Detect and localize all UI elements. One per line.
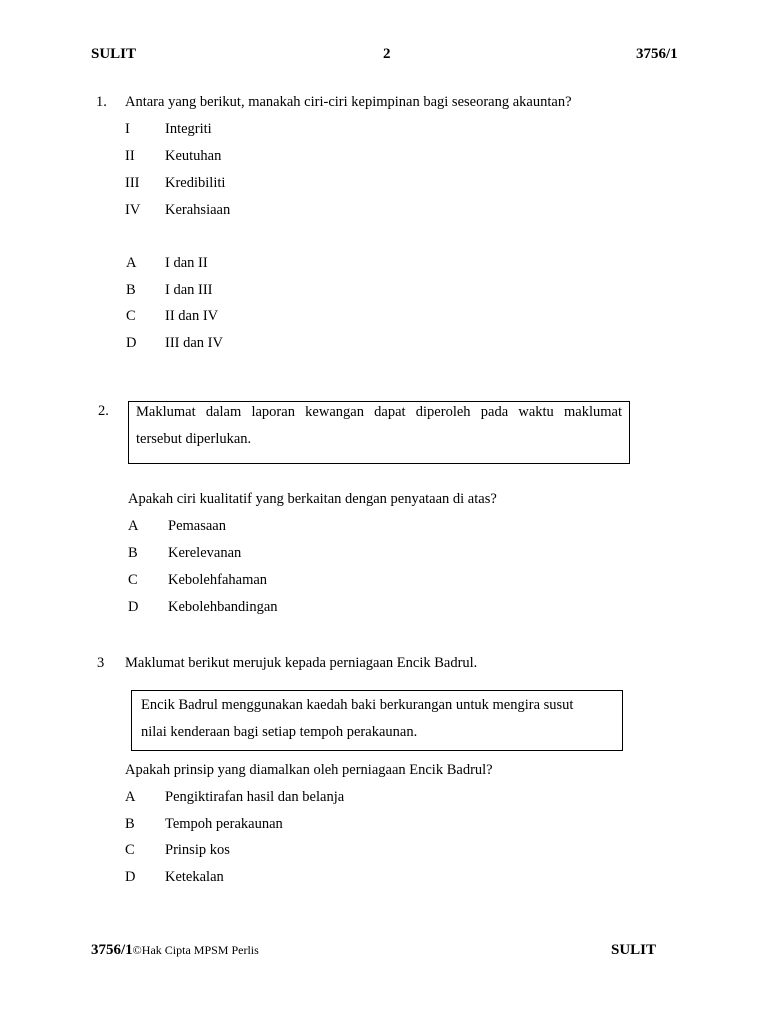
statement-label: IV [125, 202, 141, 218]
question-number: 1. [96, 94, 107, 110]
question-text: Apakah ciri kualitatif yang berkaitan dengan penyataan di atas? [128, 491, 497, 507]
option-text: Kebolehbandingan [168, 599, 278, 615]
option-text: Prinsip kos [165, 842, 230, 858]
option-text: Pengiktirafan hasil dan belanja [165, 789, 345, 805]
footer-left [91, 942, 259, 959]
option-label: A [125, 789, 136, 805]
option-text: I dan II [165, 255, 208, 271]
option-label: D [126, 335, 137, 351]
header-sulit: SULIT [91, 46, 137, 62]
option-text: Kebolehfahaman [168, 572, 268, 588]
option-label: A [126, 255, 137, 271]
statement-box-line: tersebut diperlukan. [136, 431, 252, 447]
option-label: C [125, 842, 135, 858]
option-label: B [125, 816, 135, 832]
option-label: D [128, 599, 139, 615]
question-text: Antara yang berikut, manakah ciri-ciri kepimpinan bagi seseorang akauntan? [125, 94, 572, 110]
page-number: 2 [383, 46, 391, 62]
statement-label: I [125, 121, 130, 137]
footer-paper-code: 3756/1 [91, 942, 133, 958]
statement-text: Keutuhan [165, 148, 222, 164]
option-label: B [128, 545, 138, 561]
option-text: II dan IV [165, 308, 219, 324]
option-label: D [125, 869, 136, 885]
question-number: 2. [98, 403, 109, 419]
option-label: B [126, 282, 136, 298]
footer-copyright: ©Hak Cipta MPSM Perlis [132, 943, 259, 957]
statement-box-line: Encik Badrul menggunakan kaedah baki berkurangan untuk mengira susut [141, 697, 574, 713]
option-label: A [128, 518, 139, 534]
option-label: C [128, 572, 138, 588]
question-number: 3 [97, 655, 105, 671]
option-text: Kerelevanan [168, 545, 242, 561]
option-text: I dan III [165, 282, 213, 298]
statement-box [131, 690, 623, 751]
option-text: Pemasaan [168, 518, 226, 534]
option-text: Ketekalan [165, 869, 224, 885]
question-intro: Maklumat berikut merujuk kepada perniagaan Encik Badrul. [125, 655, 478, 671]
statement-box [128, 401, 630, 464]
statement-label: II [125, 148, 135, 164]
option-label: C [126, 308, 136, 324]
statement-text: Kerahsiaan [165, 202, 231, 218]
statement-text: Kredibiliti [165, 175, 226, 191]
option-text: III dan IV [165, 335, 223, 351]
paper-code: 3756/1 [636, 46, 678, 62]
statement-box-line: nilai kenderaan bagi setiap tempoh perakaunan. [141, 724, 418, 740]
question-text: Apakah prinsip yang diamalkan oleh perniagaan Encik Badrul? [125, 762, 493, 778]
footer-sulit: SULIT [611, 942, 657, 958]
option-text: Tempoh perakaunan [165, 816, 283, 832]
statement-box-line: Maklumat dalam laporan kewangan dapat diperoleh pada waktu maklumat [136, 404, 622, 420]
statement-text: Integriti [165, 121, 212, 137]
statement-label: III [125, 175, 140, 191]
